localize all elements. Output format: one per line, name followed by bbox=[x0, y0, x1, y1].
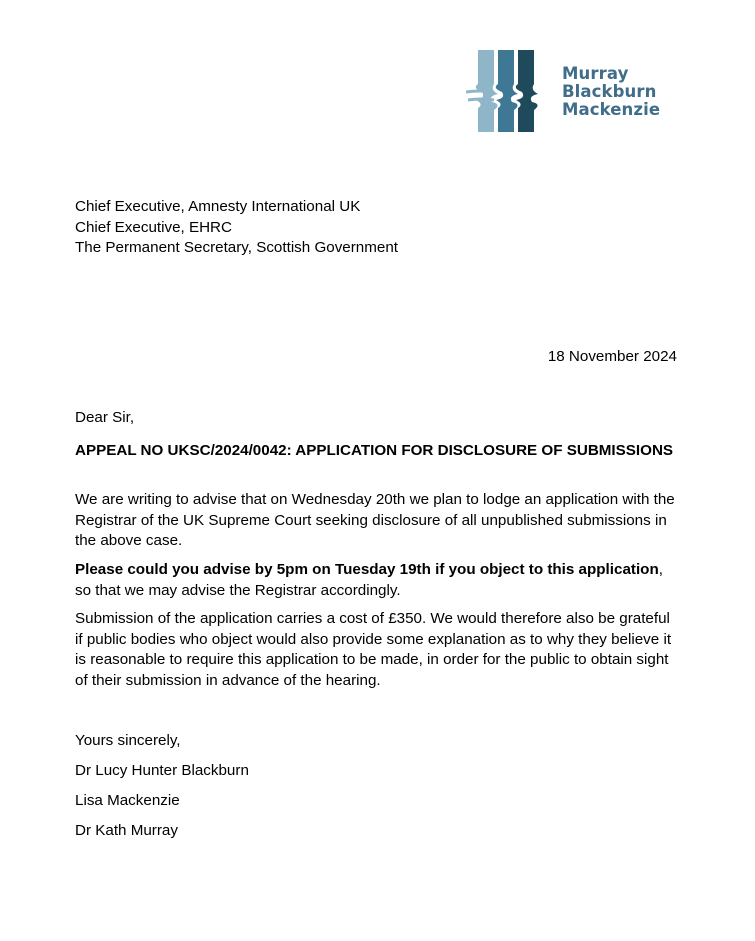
closing: Yours sincerely, bbox=[75, 732, 181, 749]
signatory: Lisa Mackenzie bbox=[75, 792, 180, 809]
body-paragraph: We are writing to advise that on Wednesday 20th we plan to lodge an application with the Registrar of the UK Supreme Court seeking disclosure of all unpublished submissions in the above case. bbox=[75, 491, 675, 549]
logo-line: Mackenzie bbox=[562, 100, 661, 119]
signatory: Dr Kath Murray bbox=[75, 822, 178, 839]
addressee-line: Chief Executive, Amnesty International UK bbox=[75, 198, 361, 215]
salutation: Dear Sir, bbox=[75, 409, 135, 426]
company-logo bbox=[466, 48, 666, 138]
letter-date: 18 November 2024 bbox=[547, 348, 677, 365]
logo-wordmark bbox=[562, 65, 660, 119]
paragraph-continuation: , so that we may advise the Registrar accordingly. bbox=[75, 561, 663, 599]
body-paragraph: Submission of the application carries a cost of £350. We would therefore also be grateful if public bodies who object would also provide some explanation as to why they believe it is reasonable to require this application to be made, in order for the public to obtain sight of their submission in advance of the hearing. bbox=[75, 610, 672, 689]
emphasized-request: Please could you advise by 5pm on Tuesday 19th if you object to this application bbox=[75, 561, 659, 578]
logo-line: Blackburn bbox=[562, 82, 657, 101]
addressee-line: The Permanent Secretary, Scottish Government bbox=[75, 239, 399, 256]
body-paragraph bbox=[75, 560, 677, 601]
signatory: Dr Lucy Hunter Blackburn bbox=[75, 762, 249, 779]
addressee-block bbox=[75, 197, 398, 259]
logo-line: Murray bbox=[562, 64, 629, 83]
logo-mark-icon bbox=[466, 48, 556, 138]
subject-line: APPEAL NO UKSC/2024/0042: APPLICATION FOR DISCLOSURE OF SUBMISSIONS bbox=[75, 442, 674, 459]
addressee-line: Chief Executive, EHRC bbox=[75, 218, 232, 236]
